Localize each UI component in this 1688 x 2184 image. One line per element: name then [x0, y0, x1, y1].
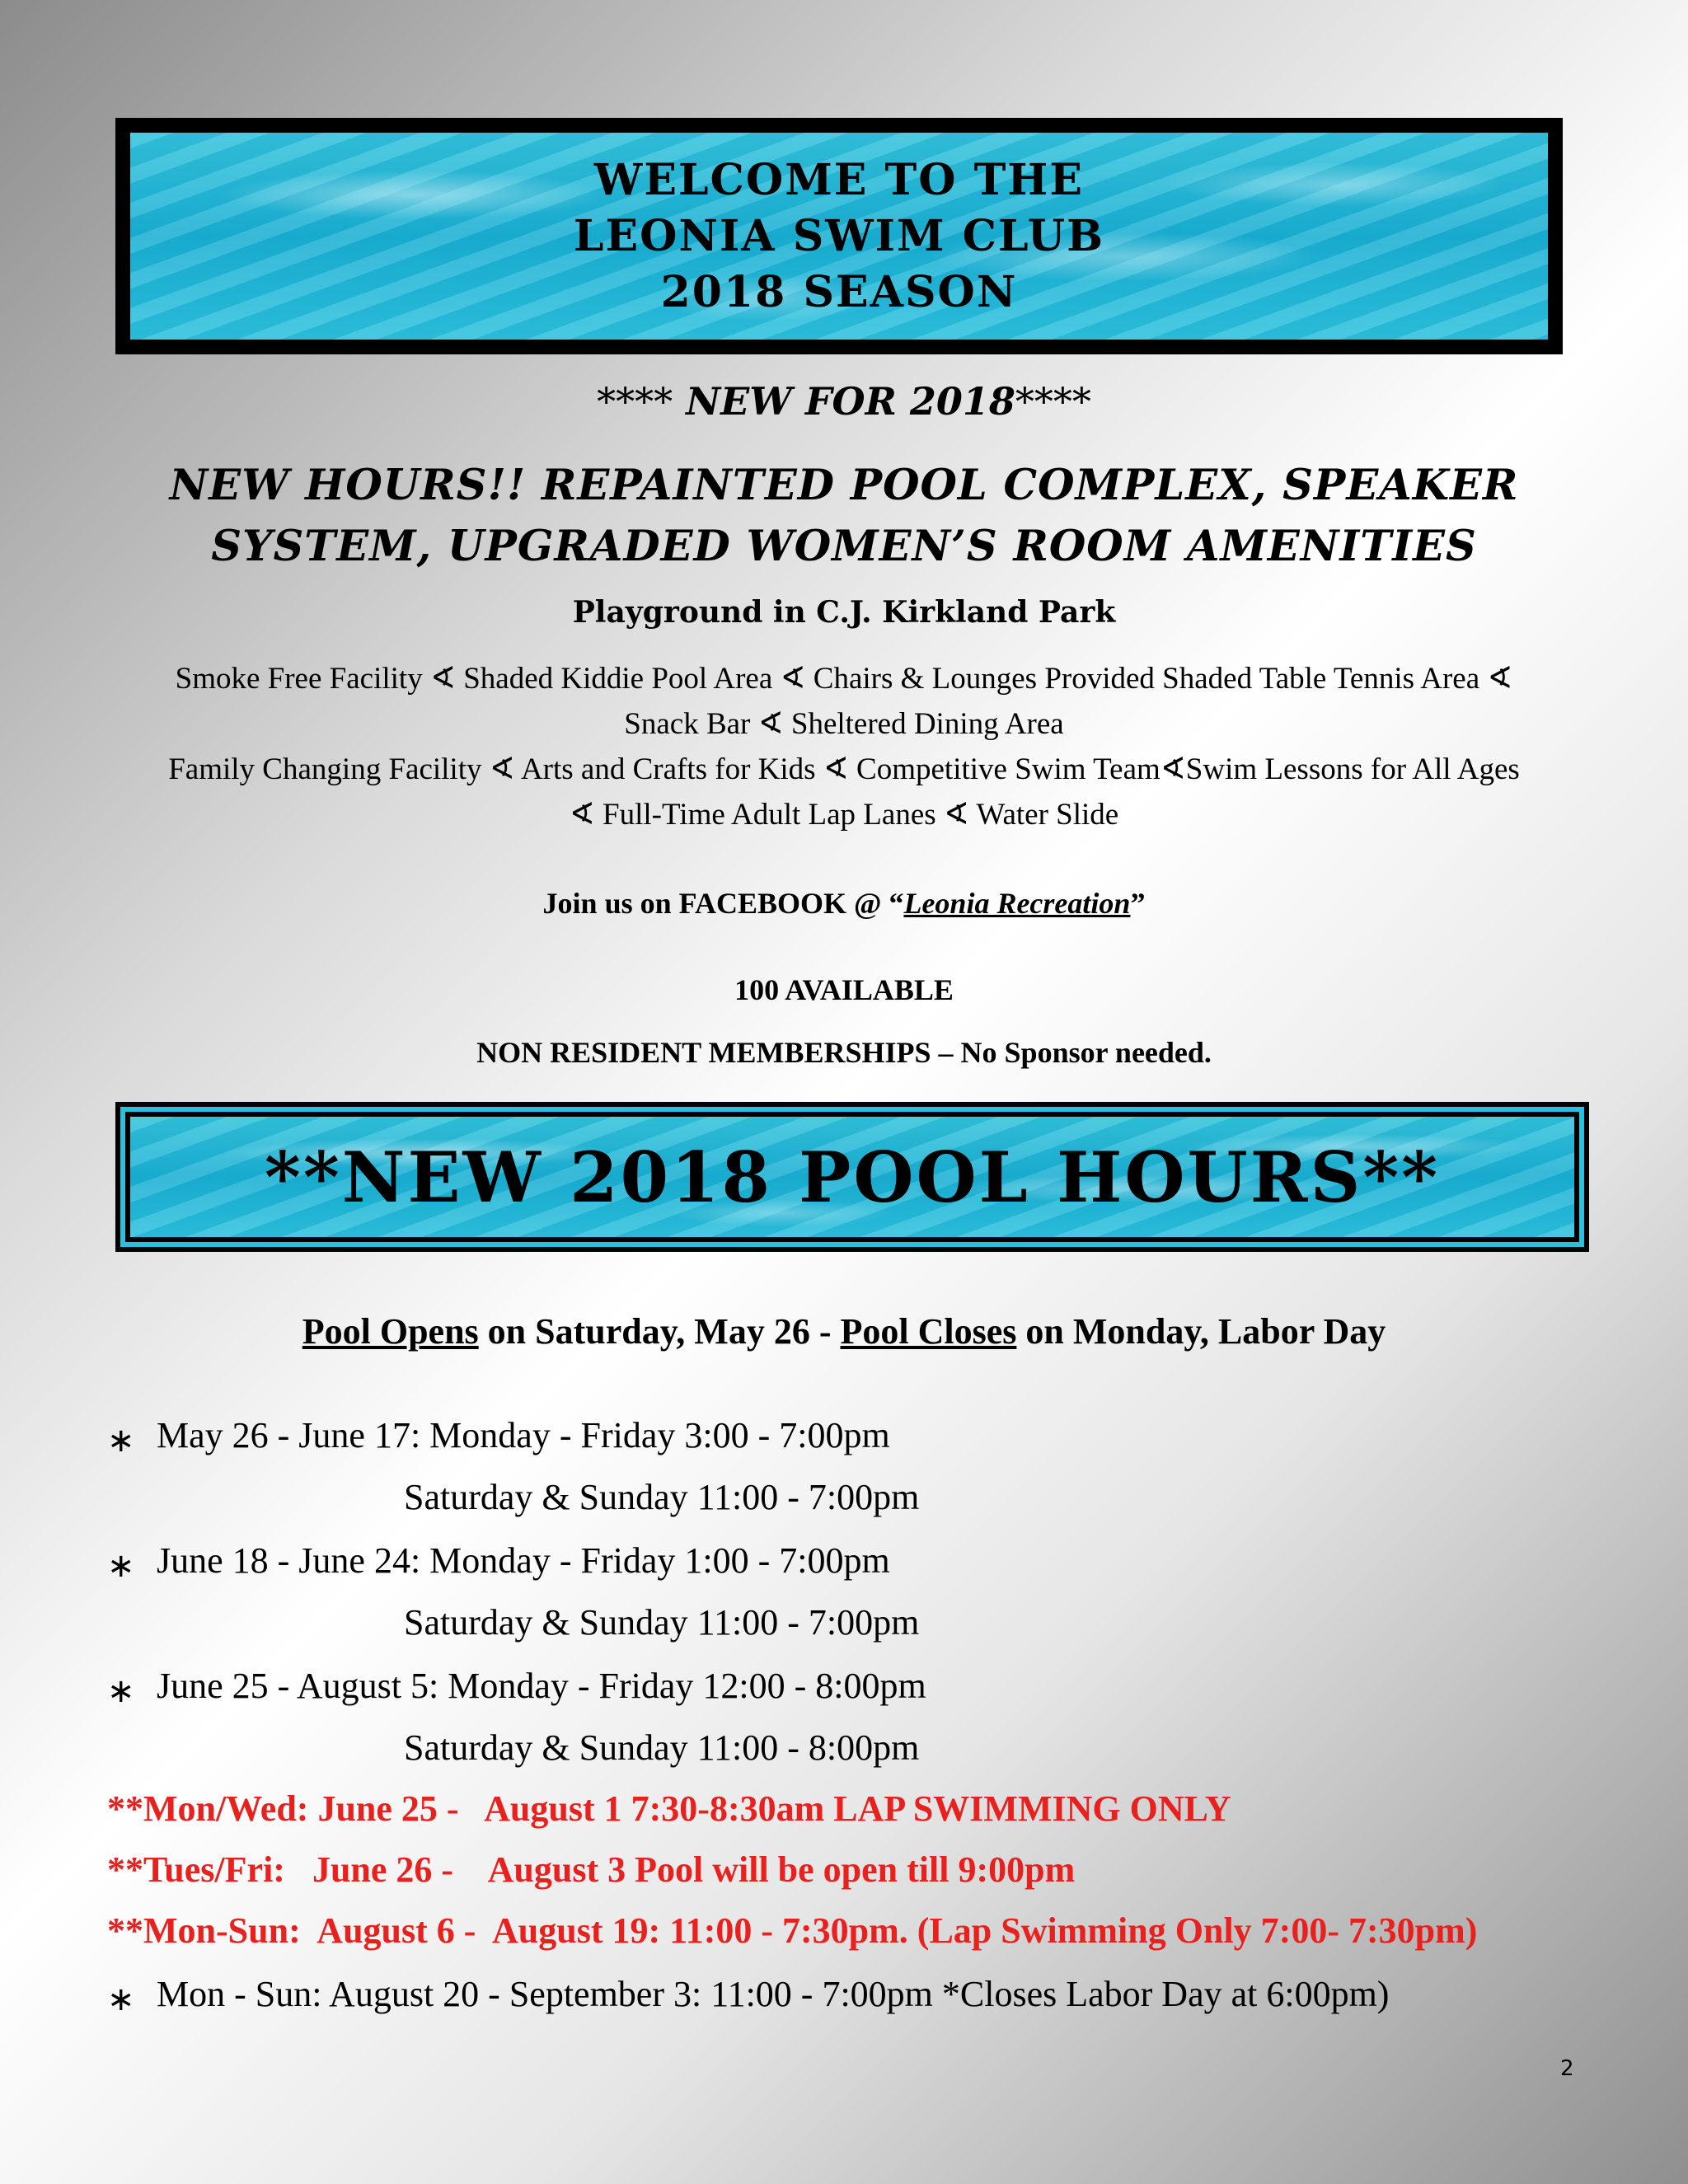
banner-line-2: LEONIA SWIM CLUB — [573, 210, 1105, 261]
headline-line-2: SYSTEM, UPGRADED WOMEN’S ROOM AMENITIES — [211, 522, 1477, 571]
opens-date: on Saturday, May 26 - — [478, 1311, 841, 1352]
new-for-2018-heading — [0, 379, 1688, 424]
stars-right: **** — [1015, 379, 1091, 424]
facebook-link[interactable]: Leonia Recreation — [903, 887, 1131, 920]
amenities-line-4: ∢ Full-Time Adult Lap Lanes ∢ Water Slide — [569, 798, 1119, 832]
facebook-suffix: ” — [1130, 887, 1146, 920]
pool-hours-title: **NEW 2018 POOL HOURS** — [264, 1136, 1441, 1218]
bullet-icon: ∗ — [107, 1547, 135, 1584]
playground-line: Playground in C.J. Kirkland Park — [572, 595, 1116, 630]
schedule-line: June 18 - June 24: Monday - Friday 1:00 - 7:00pm — [157, 1540, 890, 1581]
amenities-line-1: Smoke Free Facility ∢ Shaded Kiddie Pool Area ∢ Chairs & Lounges Provided Shaded Table Tennis Area ∢ — [175, 662, 1513, 696]
pool-water-image — [130, 133, 1548, 340]
schedule-line: Saturday & Sunday 11:00 - 8:00pm — [404, 1727, 920, 1768]
bullet-icon: ∗ — [107, 1672, 135, 1709]
bullet-icon: ∗ — [107, 1980, 135, 2018]
pool-hours-banner — [115, 1102, 1589, 1252]
extended-hours-note: **Tues/Fri: June 26 - August 3 Pool will be open till 9:00pm — [107, 1849, 1076, 1890]
schedule-line: June 25 - August 5: Monday - Friday 12:00 - 8:00pm — [157, 1666, 926, 1706]
bullet-icon: ∗ — [107, 1422, 135, 1459]
headline — [0, 455, 1688, 577]
new-for-text: NEW FOR 2018 — [686, 379, 1015, 424]
pool-water-image — [130, 1117, 1574, 1237]
pool-closes-label: Pool Closes — [840, 1311, 1017, 1352]
nonresident-memberships: NON RESIDENT MEMBERSHIPS – No Sponsor needed. — [476, 1036, 1212, 1069]
august-hours-note: **Mon-Sun: August 6 - August 19: 11:00 - 7:30pm. (Lap Swimming Only 7:00- 7:30pm) — [107, 1910, 1478, 1951]
available-count: 100 AVAILABLE — [734, 973, 954, 1006]
schedule-line: May 26 - June 17: Monday - Friday 3:00 - 7:00pm — [157, 1415, 890, 1455]
welcome-banner — [115, 118, 1563, 354]
facebook-line — [0, 886, 1688, 921]
opens-closes-line — [0, 1310, 1688, 1352]
schedule-line: Saturday & Sunday 11:00 - 7:00pm — [404, 1477, 920, 1517]
banner-line-3: 2018 SEASON — [660, 266, 1018, 317]
page-number: 2 — [1560, 2056, 1574, 2081]
amenities-line-3: Family Changing Facility ∢ Arts and Crafts for Kids ∢ Competitive Swim Team∢Swim Lessons for All Ages — [168, 752, 1520, 786]
schedule-line: Mon - Sun: August 20 - September 3: 11:00 - 7:00pm *Closes Labor Day at 6:00pm) — [157, 1974, 1390, 2014]
banner-line-1: WELCOME TO THE — [593, 154, 1085, 205]
amenities-list — [0, 656, 1688, 837]
closes-date: on Monday, Labor Day — [1016, 1311, 1386, 1352]
amenities-line-2: Snack Bar ∢ Sheltered Dining Area — [624, 707, 1064, 741]
stars-left: **** — [597, 379, 673, 424]
headline-line-1: NEW HOURS!! REPAINTED POOL COMPLEX, SPEAKER — [169, 461, 1519, 510]
pool-opens-label: Pool Opens — [302, 1311, 479, 1352]
schedule-line: Saturday & Sunday 11:00 - 7:00pm — [404, 1602, 920, 1643]
lap-swim-note: **Mon/Wed: June 25 - August 1 7:30-8:30am LAP SWIMMING ONLY — [107, 1788, 1231, 1829]
facebook-prefix: Join us on FACEBOOK @ “ — [542, 887, 904, 920]
